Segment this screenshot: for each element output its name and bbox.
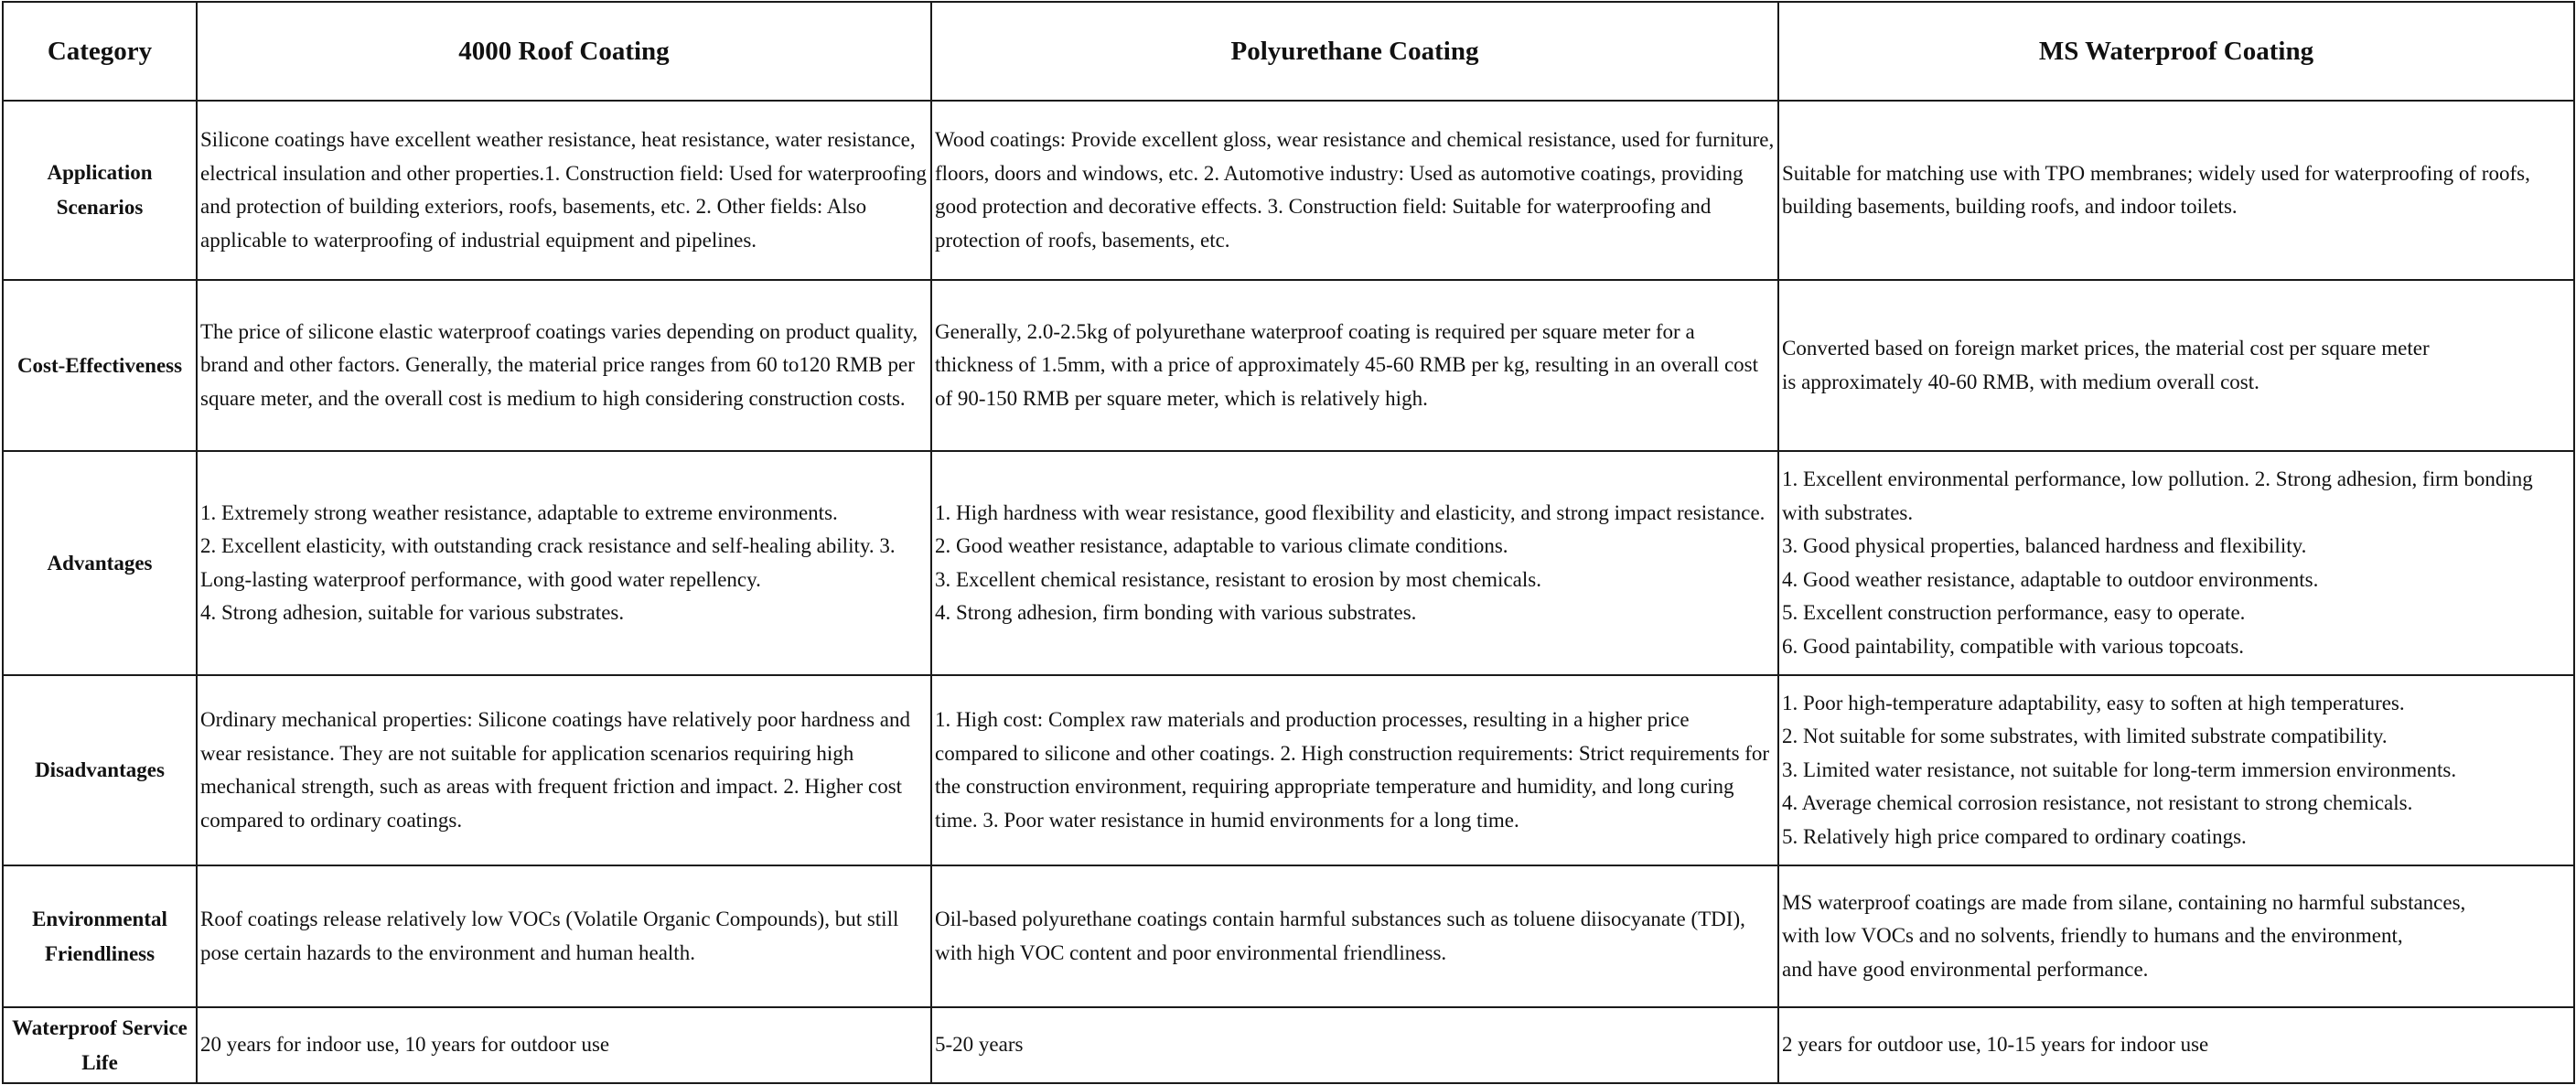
polyurethane-coating-cell: Generally, 2.0-2.5kg of polyurethane waterproof coating is required per square meter for a thickness of 1.5mm, with a price of approximately 45-60 RMB per kg, resulting in an overall cost of 90-150 RMB per square meter, which is relatively high. [931, 280, 1778, 451]
ms-coating-cell: 2 years for outdoor use, 10-15 years for indoor use [1778, 1007, 2574, 1083]
row-label: Disadvantages [3, 675, 197, 865]
polyurethane-coating-header: Polyurethane Coating [931, 2, 1778, 101]
header-row [3, 2, 2574, 101]
polyurethane-coating-cell: 5-20 years [931, 1007, 1778, 1083]
table-row-environmental-friendliness [3, 865, 2574, 1007]
roof-coating-cell: 1. Extremely strong weather resistance, adaptable to extreme environments. 2. Excellent elasticity, with outstanding crack resistance and self-healing ability. 3. Long-lasting waterproof performance, with good water repellency. 4. Strong adhesion, suitable for various substrates. [197, 451, 931, 675]
coating-comparison-table [2, 1, 2575, 1084]
row-label: Waterproof Service Life [3, 1007, 197, 1083]
polyurethane-coating-cell: 1. High cost: Complex raw materials and production processes, resulting in a higher price compared to silicone and other coatings. 2. High construction requirements: Strict requirements for the construction environment, requiring appropriate temperature and humidity, and long curing time. 3. Poor water resistance in humid environments for a long time. [931, 675, 1778, 865]
roof-coating-cell: Roof coatings release relatively low VOCs (Volatile Organic Compounds), but still pose certain hazards to the environment and human health. [197, 865, 931, 1007]
table-row-cost-effectiveness [3, 280, 2574, 451]
row-label: Environmental Friendliness [3, 865, 197, 1007]
row-label: Application Scenarios [3, 101, 197, 280]
ms-coating-cell: Converted based on foreign market prices, the material cost per square meter is approximately 40-60 RMB, with medium overall cost. [1778, 280, 2574, 451]
ms-coating-cell: Suitable for matching use with TPO membranes; widely used for waterproofing of roofs, building basements, building roofs, and indoor toilets. [1778, 101, 2574, 280]
roof-coating-cell: The price of silicone elastic waterproof coatings varies depending on product quality, brand and other factors. Generally, the material price ranges from 60 to120 RMB per square meter, and the overall cost is medium to high considering construction costs. [197, 280, 931, 451]
roof-coating-header: 4000 Roof Coating [197, 2, 931, 101]
ms-coating-cell: 1. Excellent environmental performance, low pollution. 2. Strong adhesion, firm bonding with substrates. 3. Good physical properties, balanced hardness and flexibility. 4. Good weather resistance, adaptable to outdoor environments. 5. Excellent construction performance, easy to operate. 6. Good paintability, compatible with various topcoats. [1778, 451, 2574, 675]
polyurethane-coating-cell: 1. High hardness with wear resistance, good flexibility and elasticity, and strong impact resistance. 2. Good weather resistance, adaptable to various climate conditions. 3. Excellent chemical resistance, resistant to erosion by most chemicals. 4. Strong adhesion, firm bonding with various substrates. [931, 451, 1778, 675]
category-header: Category [3, 2, 197, 101]
ms-coating-header: MS Waterproof Coating [1778, 2, 2574, 101]
polyurethane-coating-cell: Oil-based polyurethane coatings contain harmful substances such as toluene diisocyanate (TDI), with high VOC content and poor environmental friendliness. [931, 865, 1778, 1007]
roof-coating-cell: 20 years for indoor use, 10 years for outdoor use [197, 1007, 931, 1083]
ms-coating-cell: MS waterproof coatings are made from silane, containing no harmful substances, with low VOCs and no solvents, friendly to humans and the environment, and have good environmental performance. [1778, 865, 2574, 1007]
ms-coating-cell: 1. Poor high-temperature adaptability, easy to soften at high temperatures. 2. Not suitable for some substrates, with limited substrate compatibility. 3. Limited water resistance, not suitable for long-term immersion environments. 4. Average chemical corrosion resistance, not resistant to strong chemicals. 5. Relatively high price compared to ordinary coatings. [1778, 675, 2574, 865]
table-row-application-scenarios [3, 101, 2574, 280]
table-row-advantages [3, 451, 2574, 675]
roof-coating-cell: Ordinary mechanical properties: Silicone coatings have relatively poor hardness and wear resistance. They are not suitable for application scenarios requiring high mechanical strength, such as areas with frequent friction and impact. 2. Higher cost compared to ordinary coatings. [197, 675, 931, 865]
table-row-disadvantages [3, 675, 2574, 865]
row-label: Cost-Effectiveness [3, 280, 197, 451]
table-row-waterproof-service-life [3, 1007, 2574, 1083]
polyurethane-coating-cell: Wood coatings: Provide excellent gloss, wear resistance and chemical resistance, used for furniture, floors, doors and windows, etc. 2. Automotive industry: Used as automotive coatings, providing good protection and decorative effects. 3. Construction field: Suitable for waterproofing and protection of roofs, basements, etc. [931, 101, 1778, 280]
roof-coating-cell: Silicone coatings have excellent weather resistance, heat resistance, water resistance, electrical insulation and other properties.1. Construction field: Used for waterproofing and protection of building exteriors, roofs, basements, etc. 2. Other fields: Also applicable to waterproofing of industrial equipment and pipelines. [197, 101, 931, 280]
row-label: Advantages [3, 451, 197, 675]
